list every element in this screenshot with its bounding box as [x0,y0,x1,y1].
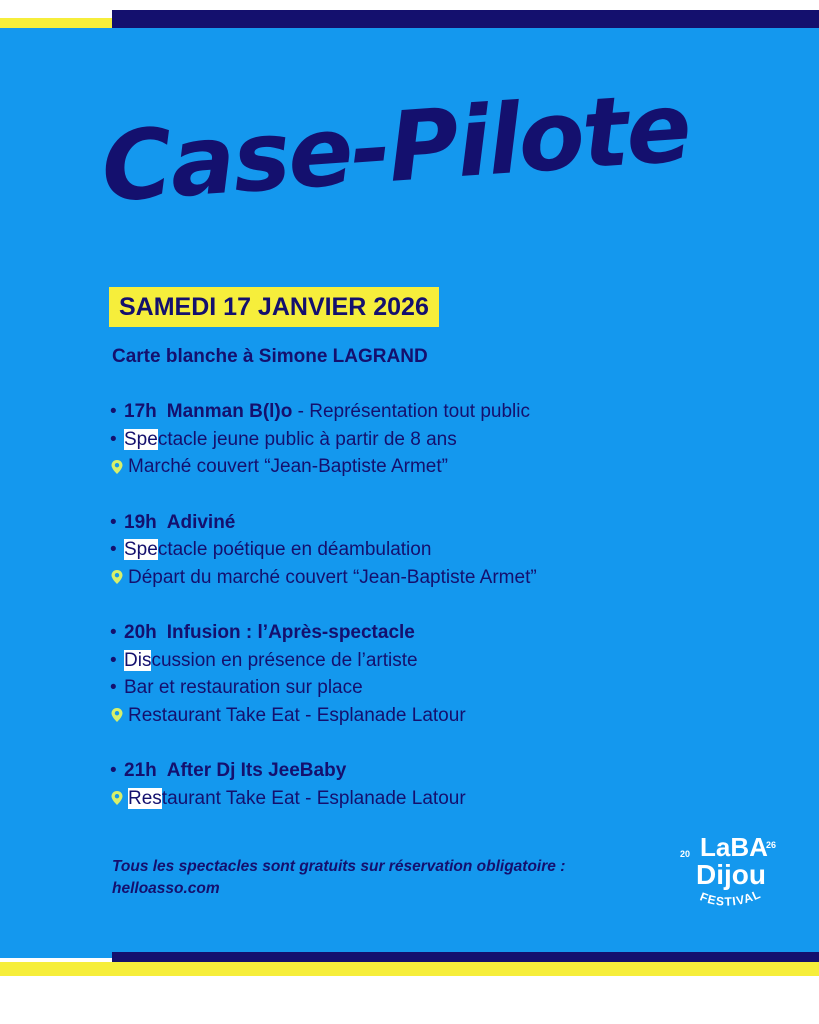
event-detail [110,674,730,702]
event-detail-text: Spectacle jeune public à partir de 8 ans [124,428,457,450]
subtitle: Carte blanche à Simone LAGRAND [112,346,428,367]
map-pin-icon [110,790,124,806]
logo-festival-word [698,887,763,909]
event-location [110,453,730,481]
logo-year-right: 26 [766,840,777,850]
reservation-link[interactable]: helloasso.com [112,880,220,897]
event-time: 20h [124,622,157,643]
event-location [110,785,730,813]
event-detail-text: Discussion en présence de l’artiste [124,649,418,671]
event-name: After Dj Its JeeBaby [166,760,347,781]
event-location-text: Départ du marché couvert “Jean-Baptiste Armet” [128,566,537,588]
festival-logo [670,826,790,926]
event-header [110,619,730,647]
bullet-icon: • [110,428,117,450]
footer-note [112,856,565,900]
bottom-navy-stripe [112,952,819,962]
reservation-note: Tous les spectacles sont gratuits sur réservation obligatoire : [112,858,566,875]
event-location [110,702,730,730]
event-header [110,398,730,426]
bullet-icon: • [110,649,117,671]
logo-line-2: Dijou [696,859,766,890]
event-location-text: Restaurant Take Eat - Esplanade Latour [128,704,466,726]
map-pin-icon [110,459,124,475]
bullet-icon: • [110,511,117,533]
bullet-icon: • [110,677,117,698]
map-pin-icon [110,707,124,723]
event-name: Manman B(l)o [166,401,293,422]
event-list [110,398,730,812]
event-location-text: Restaurant Take Eat - Esplanade Latour [128,787,466,809]
bullet-icon: • [110,760,117,781]
event-detail [110,647,730,675]
logo-year-left: 20 [680,849,691,859]
date-badge: SAMEDI 17 JANVIER 2026 [109,287,439,327]
event-time: 17h [124,401,157,422]
event-detail [110,426,730,454]
event-location [110,564,730,592]
event-time: 21h [124,760,157,781]
bullet-icon: • [110,401,117,422]
event-header [110,757,730,785]
map-pin-icon [110,569,124,585]
event-detail-text: Spectacle poétique en déambulation [124,539,432,560]
event-extra: - Représentation tout public [292,401,530,422]
logo-line-1: LaBA [700,832,768,862]
event-detail [110,536,730,564]
event-location-text: Marché couvert “Jean-Baptiste Armet” [128,456,448,477]
bullet-icon: • [110,622,117,643]
page-title: Case-Pilote [98,71,693,224]
event-time: 19h [124,511,157,533]
event-detail-text: Bar et restauration sur place [124,677,363,698]
event-name: Infusion : l’Après-spectacle [166,622,415,643]
event-header [110,509,730,537]
bottom-yellow-stripe [0,962,819,976]
bullet-icon: • [110,539,117,560]
top-navy-stripe [112,10,819,28]
event-name: Adiviné [166,511,236,533]
logo-festival-text: FESTIVAL [698,886,764,909]
